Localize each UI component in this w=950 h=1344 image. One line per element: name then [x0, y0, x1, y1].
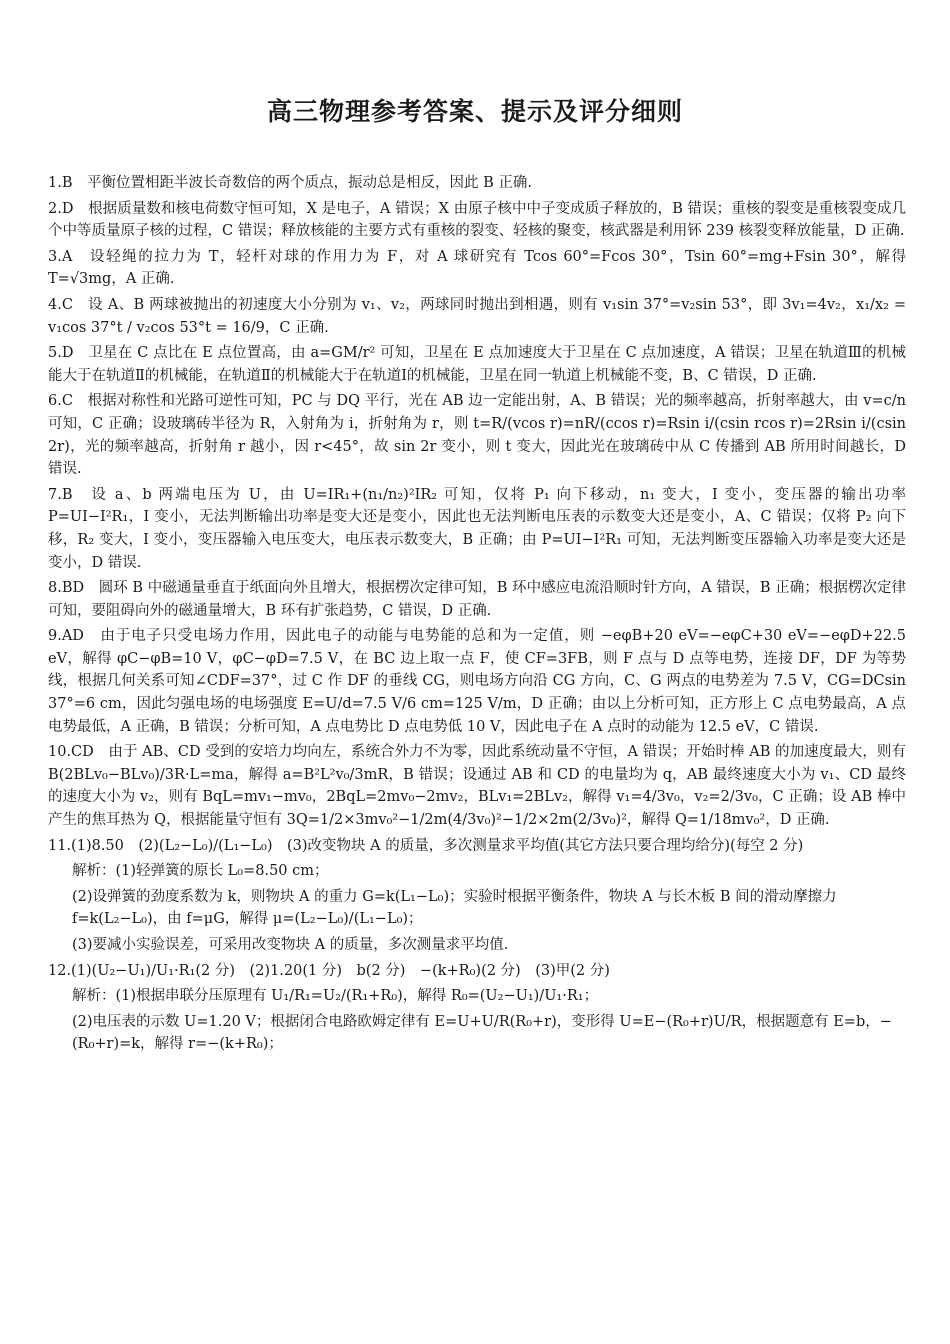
answer-item — [48, 835, 906, 858]
answer-text: (2)设弹簧的劲度系数为 k，则物块 A 的重力 G=k(L₁−L₀)；实验时根据平衡条件，物块 A 与长木板 B 间的滑动摩擦力 f=k(L₂−L₀)，由 f=μG，解得 μ=(L₂−L₀)/(L₁−L₀)； — [72, 888, 837, 928]
answer-text: 4.C 设 A、B 两球被抛出的初速度大小分别为 v₁、v₂，两球同时抛出到相遇，则有 v₁sin 37°=v₂sin 53°，即 3v₁=4v₂，x₁/x₂ = v₁cos 37°t / v₂cos 53°t = 16/9，C 正确. — [48, 296, 906, 336]
answer-item — [48, 625, 906, 738]
answer-item — [48, 960, 906, 983]
answer-text: 解析：(1)根据串联分压原理有 U₁/R₁=U₂/(R₁+R₀)，解得 R₀=(U₂−U₁)/U₁·R₁； — [72, 988, 599, 1005]
explanation-paragraph — [48, 886, 906, 931]
answer-text: 8.BD 圆环 B 中磁通量垂直于纸面向外且增大，根据楞次定律可知，B 环中感应电流沿顺时针方向，A 错误，B 正确；根据楞次定律可知，要阻碍向外的磁通量增大，B 环有扩张趋势，C 错误，D 正确. — [48, 580, 906, 619]
answer-item — [48, 172, 906, 195]
answer-text: (3)要减小实验误差，可采用改变物块 A 的质量，多次测量求平均值. — [72, 937, 509, 953]
answer-text: 11.(1)8.50 (2)(L₂−L₀)/(L₁−L₀) (3)改变物块 A 的质量，多次测量求平均值(其它方法只要合理均给分)(每空 2 分) — [48, 837, 804, 854]
answer-text: 解析：(1)轻弹簧的原长 L₀=8.50 cm； — [72, 863, 329, 880]
answer-item — [48, 484, 906, 574]
page-title: 高三物理参考答案、提示及评分细则 — [266, 97, 683, 126]
answer-item — [48, 390, 906, 480]
answer-item — [48, 198, 906, 243]
answer-text: 6.C 根据对称性和光路可逆性可知，PC 与 DQ 平行，光在 AB 边一定能出射，A、B 错误；光的频率越高，折射率越大，由 v=c/n 可知，C 正确；设玻璃砖半径为 R，入射角为 i，折射角为 r，则 t=R/(vcos r)=nR/(ccos r)=Rsin i/(csin rcos r)=2Rsin i/(csin 2r)，光的频率越高，折射角 r 越小，因 r<45°，故 sin 2r 变小，则 t 变大，因此光在玻璃砖中从 C 传播到 AB 所用时间越长，D 错误. — [48, 393, 906, 478]
explanation-paragraph — [48, 934, 906, 957]
answer-text: (2)电压表的示数 U=1.20 V；根据闭合电路欧姆定律有 E=U+U/R(R₀+r)，变形得 U=E−(R₀+r)U/R，根据题意有 E=b，−(R₀+r)=k，解得 r=−(k+R₀)； — [72, 1013, 892, 1053]
answer-text: 5.D 卫星在 C 点比在 E 点位置高，由 a=GM/r² 可知，卫星在 E 点加速度大于卫星在 C 点加速度，A 错误；卫星在轨道Ⅲ的机械能大于在轨道Ⅱ的机械能，在轨道Ⅱ的机械能大于在轨道Ⅰ的机械能，卫星在同一轨道上机械能不变，B、C 错误，D 正确. — [48, 345, 906, 384]
answer-item — [48, 342, 906, 387]
explanation-paragraph — [48, 860, 906, 883]
explanation-paragraph — [48, 1011, 906, 1056]
explanation-paragraph — [48, 985, 906, 1008]
answer-item — [48, 741, 906, 831]
answer-item — [48, 294, 906, 339]
answer-item — [48, 246, 906, 291]
answer-text: 9.AD 由于电子只受电场力作用，因此电子的动能与电势能的总和为一定值，则 −eφB+20 eV=−eφC+30 eV=−eφD+22.5 eV，解得 φC−φB=10 V，φC−φD=7.5 V，在 BC 边上取一点 F，使 CF=3FB，则 F 点与 D 点等电势，连接 DF，DF 为等势线，根据几何关系可知∠CDF=37°，过 C 作 DF 的垂线 CG，则电场方向沿 CG 方向，C、G 两点的电势差为 7.5 V，CG=DCsin 37°=6 cm，因此匀强电场的电场强度 E=U/d=7.5 V/6 cm=125 V/m，D 正确；由以上分析可知，正方形上 C 点电势最高，A 点电势最低，A 正确，B 错误；分析可知，A 点电势比 D 点电势低 10 V，因此电子在 A 点时的动能为 12.5 eV，C 错误. — [48, 628, 906, 735]
answer-text: 3.A 设轻绳的拉力为 T，轻杆对球的作用力为 F，对 A 球研究有 Tcos 60°=Fcos 30°，Tsin 60°=mg+Fsin 30°，解得 T=√3mg，A 正确. — [48, 248, 906, 288]
answer-text: 1.B 平衡位置相距半波长奇数倍的两个质点，振动总是相反，因此 B 正确. — [48, 175, 532, 191]
answer-text: 12.(1)(U₂−U₁)/U₁·R₁(2 分) (2)1.20(1 分) b(2 分) −(k+R₀)(2 分) (3)甲(2 分) — [48, 962, 610, 979]
answer-text: 2.D 根据质量数和核电荷数守恒可知，X 是电子，A 错误；X 由原子核中中子变成质子释放的，B 错误；重核的裂变是重核裂变成几个中等质量原子核的过程，C 错误；释放核能的主要方式有重核的裂变、轻核的聚变，核武器是利用钚 239 核裂变释放能量，D 正确. — [48, 200, 906, 240]
answer-item — [48, 577, 906, 622]
answer-body — [48, 172, 906, 1059]
answer-text: 10.CD 由于 AB、CD 受到的安培力均向左，系统合外力不为零，因此系统动量不守恒，A 错误；开始时棒 AB 的加速度最大，则有 B(2BLv₀−BLv₀)/3R·L=ma，解得 a=B²L²v₀/3mR，B 错误；设通过 AB 和 CD 的电量均为 q，AB 最终速度大小为 v₁、CD 最终的速度大小为 v₂，则有 BqL=mv₁−mv₀，2BqL=2mv₀−2mv₂，BLv₁=2BLv₂，解得 v₁=4/3v₀，v₂=2/3v₀，C 正确；设 AB 棒中产生的焦耳热为 Q，根据能量守恒有 3Q=1/2×3mv₀²−1/2m(4/3v₀)²−1/2×2m(2/3v₀)²，解得 Q=1/18mv₀²，D 正确. — [48, 744, 906, 829]
answer-text: 7.B 设 a、b 两端电压为 U，由 U=IR₁+(n₁/n₂)²IR₂ 可知，仅将 P₁ 向下移动，n₁ 变大，I 变小，变压器的输出功率 P=UI−I²R₁，I 变小，无法判断输出功率是变大还是变小，因此也无法判断电压表的示数变大还是变小，A、C 错误；仅将 P₂ 向下移，R₂ 变大，I 变小，变压器输入电压变大，电压表示数变大，B 正确；由 P=UI−I²R₁ 可知，无法判断变压器输入功率是变大还是变小，D 错误. — [48, 486, 906, 571]
